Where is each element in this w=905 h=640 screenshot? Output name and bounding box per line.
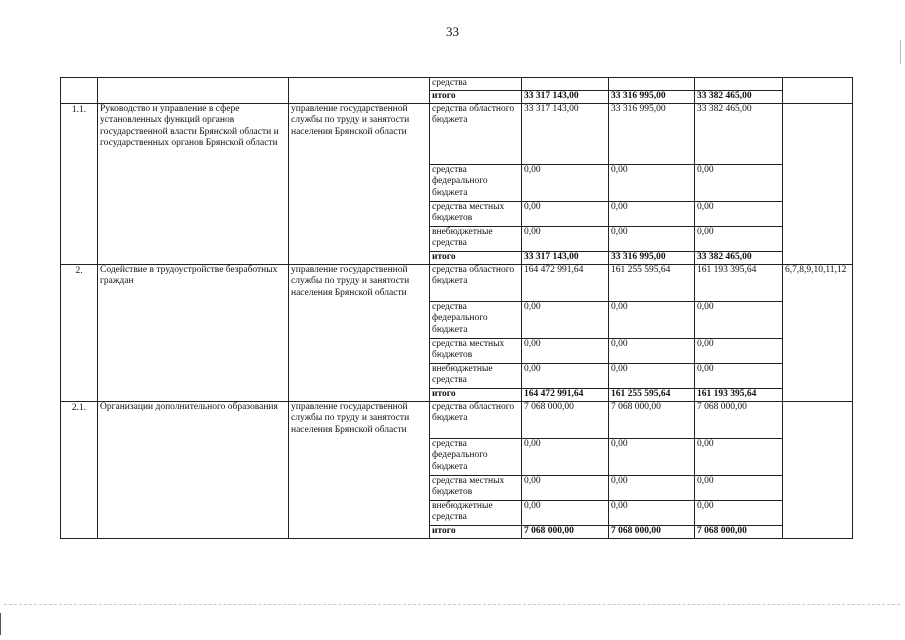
value-cell: 0,00	[522, 501, 609, 526]
scan-artifact-line	[4, 604, 900, 605]
value-cell: 0,00	[522, 202, 609, 227]
source-cell: итого	[430, 252, 522, 265]
source-cell: средства	[430, 78, 522, 91]
source-cell: средства федерального бюджета	[430, 439, 522, 476]
margin-mark	[900, 40, 901, 64]
source-cell: средства федерального бюджета	[430, 165, 522, 202]
value-cell: 7 068 000,00	[695, 526, 783, 539]
value-cell: 7 068 000,00	[609, 402, 695, 439]
value-cell: 0,00	[609, 227, 695, 252]
section-number: 2.1.	[61, 402, 98, 539]
value-cell: 33 382 465,00	[695, 104, 783, 165]
value-cell: 7 068 000,00	[609, 526, 695, 539]
value-cell: 0,00	[695, 227, 783, 252]
value-cell: 161 255 595,64	[609, 265, 695, 302]
value-cell: 33 316 995,00	[609, 104, 695, 165]
section-indicators	[783, 402, 853, 539]
value-cell: 0,00	[609, 202, 695, 227]
section-name: Руководство и управление в сфере установленных функций органов государственной власти Брянской области и государственных органов Брянской области	[98, 104, 289, 265]
value-cell: 0,00	[695, 439, 783, 476]
table-row	[61, 78, 853, 91]
value-cell: 0,00	[609, 501, 695, 526]
source-cell: внебюджетные средства	[430, 364, 522, 389]
section-executor: управление государственной службы по труду и занятости населения Брянской области	[289, 402, 430, 539]
value-cell: 164 472 991,64	[522, 389, 609, 402]
value-cell: 0,00	[695, 302, 783, 339]
source-cell: средства областного бюджета	[430, 265, 522, 302]
value-cell: 33 317 143,00	[522, 104, 609, 165]
value-cell: 33 382 465,00	[695, 91, 783, 104]
value-cell: 33 382 465,00	[695, 252, 783, 265]
section-executor: управление государственной службы по труду и занятости населения Брянской области	[289, 265, 430, 402]
section-executor: управление государственной службы по труду и занятости населения Брянской области	[289, 104, 430, 265]
source-cell: средства областного бюджета	[430, 104, 522, 165]
value-cell: 161 255 595,64	[609, 389, 695, 402]
value-cell: 0,00	[522, 364, 609, 389]
value-cell	[609, 78, 695, 91]
value-cell: 161 193 395,64	[695, 265, 783, 302]
value-cell: 0,00	[522, 227, 609, 252]
value-cell: 0,00	[695, 165, 783, 202]
value-cell: 0,00	[695, 202, 783, 227]
value-cell: 0,00	[522, 165, 609, 202]
value-cell: 0,00	[695, 501, 783, 526]
budget-table	[60, 77, 853, 539]
source-cell: итого	[430, 526, 522, 539]
value-cell: 0,00	[522, 476, 609, 501]
value-cell	[695, 78, 783, 91]
value-cell: 33 317 143,00	[522, 91, 609, 104]
section-number: 1.1.	[61, 104, 98, 265]
table-row	[61, 104, 853, 165]
value-cell: 0,00	[695, 339, 783, 364]
section-name: Содействие в трудоустройстве безработных граждан	[98, 265, 289, 402]
page-number: 33	[446, 24, 459, 39]
section-indicators	[783, 104, 853, 265]
source-cell: средства местных бюджетов	[430, 202, 522, 227]
value-cell: 0,00	[609, 165, 695, 202]
value-cell: 0,00	[522, 339, 609, 364]
value-cell: 0,00	[695, 476, 783, 501]
value-cell: 33 316 995,00	[609, 252, 695, 265]
source-cell: средства местных бюджетов	[430, 339, 522, 364]
value-cell: 33 317 143,00	[522, 252, 609, 265]
section-name: Организации дополнительного образования	[98, 402, 289, 539]
num-cell	[61, 78, 98, 104]
section-number: 2.	[61, 265, 98, 402]
source-cell: итого	[430, 389, 522, 402]
value-cell: 164 472 991,64	[522, 265, 609, 302]
source-cell: средства областного бюджета	[430, 402, 522, 439]
source-cell: внебюджетные средства	[430, 227, 522, 252]
value-cell: 7 068 000,00	[695, 402, 783, 439]
value-cell: 0,00	[609, 302, 695, 339]
name-cell	[98, 78, 289, 104]
value-cell: 7 068 000,00	[522, 526, 609, 539]
margin-mark	[0, 613, 1, 635]
value-cell: 0,00	[522, 302, 609, 339]
source-cell: внебюджетные средства	[430, 501, 522, 526]
value-cell: 7 068 000,00	[522, 402, 609, 439]
executor-cell	[289, 78, 430, 104]
value-cell: 161 193 395,64	[695, 389, 783, 402]
value-cell: 33 316 995,00	[609, 91, 695, 104]
value-cell: 0,00	[609, 339, 695, 364]
source-cell: итого	[430, 91, 522, 104]
table-row	[61, 402, 853, 439]
source-cell: средства федерального бюджета	[430, 302, 522, 339]
indicators-cell	[783, 78, 853, 104]
value-cell: 0,00	[609, 476, 695, 501]
source-cell: средства местных бюджетов	[430, 476, 522, 501]
section-indicators: 6,7,8,9,10,11,12	[783, 265, 853, 402]
value-cell: 0,00	[609, 439, 695, 476]
value-cell: 0,00	[522, 439, 609, 476]
value-cell: 0,00	[695, 364, 783, 389]
value-cell: 0,00	[609, 364, 695, 389]
table-row	[61, 265, 853, 302]
value-cell	[522, 78, 609, 91]
